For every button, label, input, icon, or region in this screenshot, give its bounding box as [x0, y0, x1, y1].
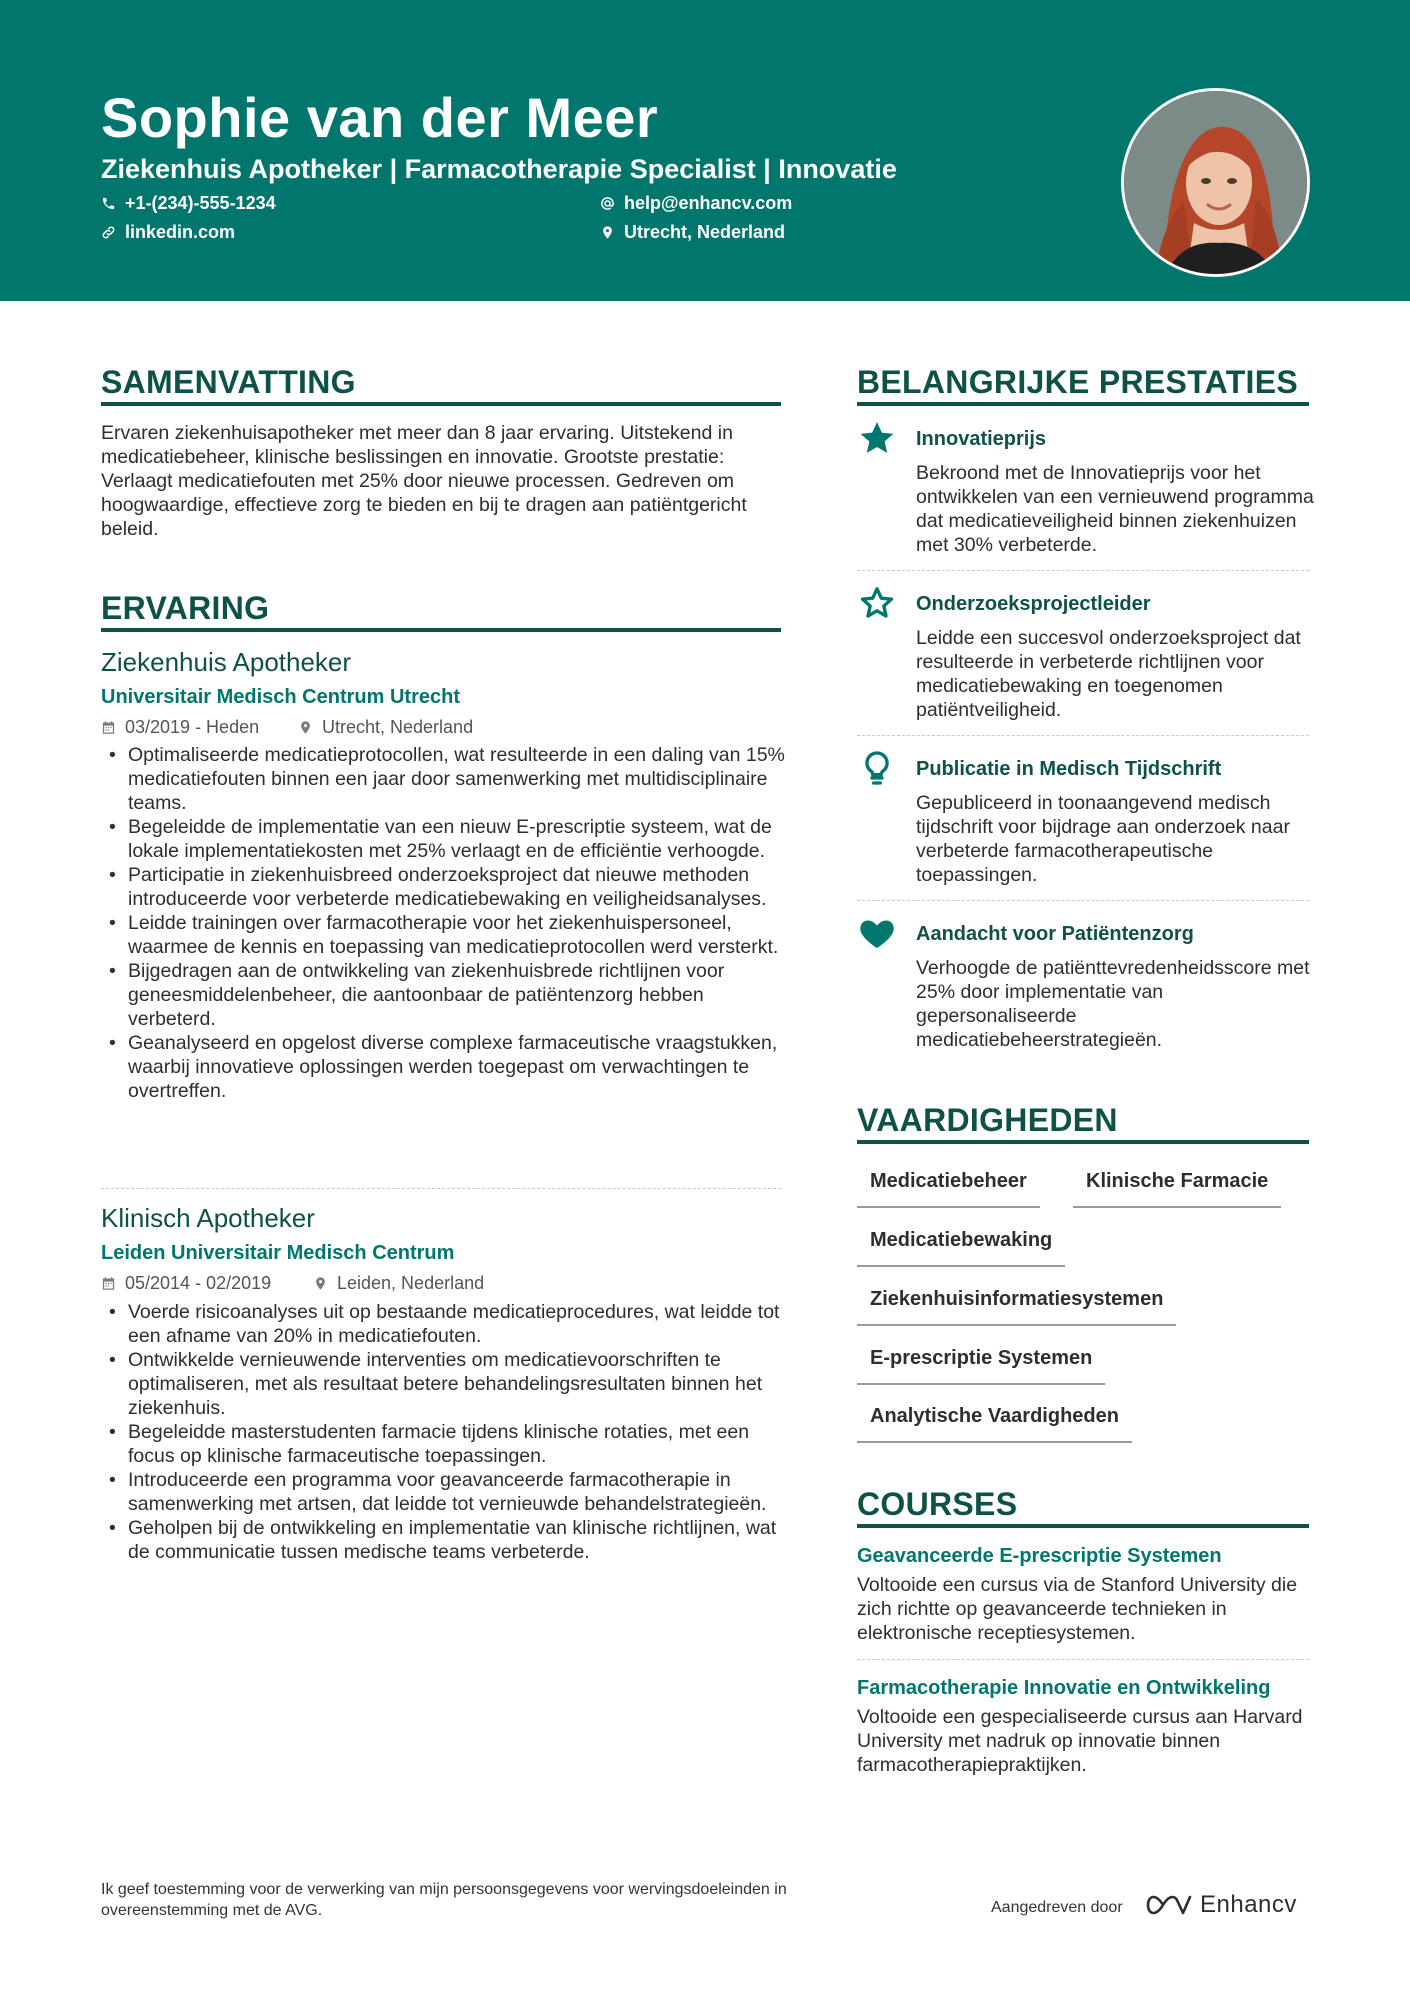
achievements-rule	[857, 402, 1309, 406]
skill-tag: Ziekenhuisinformatiesystemen	[857, 1286, 1176, 1326]
job-bullets	[101, 1300, 786, 1564]
achievement-title: Onderzoeksprojectleider	[916, 593, 1151, 615]
summary-rule	[101, 402, 781, 406]
email-text: help@enhancv.com	[624, 193, 793, 213]
job-dates	[101, 1271, 271, 1295]
achievement-title: Aandacht voor Patiëntenzorg	[916, 923, 1194, 945]
job-bullet: • Leidde trainingen over farmacotherapie voor het ziekenhuispersoneel, waarmee de kennis en toepassing van medicatieprotocollen werd versterkt.	[101, 911, 786, 959]
job-role: Ziekenhuis Apotheker	[101, 647, 352, 677]
job-location	[313, 1271, 484, 1295]
skill-tag: Klinische Farmacie	[1073, 1168, 1281, 1208]
contact-location	[600, 220, 785, 244]
achievement-title: Innovatieprijs	[916, 428, 1047, 450]
brand-name: Enhancv	[1200, 1891, 1297, 1918]
course-text: Voltooide een cursus via de Stanford University die zich richtte op geavanceerde technieken in elektronische receptiesystemen.	[857, 1574, 1298, 1644]
star-outline-icon	[857, 583, 897, 623]
courses-heading: COURSES	[857, 1486, 1018, 1522]
portrait-illustration	[1124, 91, 1310, 277]
achievement-text: Bekroond met de Innovatieprijs voor het ontwikkelen van een vernieuwend programma dat medicatieveiligheid binnen ziekenhuizen met 30% verbeterde.	[916, 462, 1314, 556]
calendar-icon	[101, 1276, 116, 1291]
job-divider	[101, 1188, 781, 1189]
job-bullet: • Bijgedragen aan de ontwikkeling van ziekenhuisbrede richtlijnen voor geneesmiddelenbeheer, die aantoonbaar de patiëntenzorg hebben verbeterd.	[101, 959, 786, 1031]
job-dates	[101, 715, 259, 739]
location-pin-icon	[298, 720, 313, 735]
course-divider	[857, 1659, 1309, 1660]
summary-text: Ervaren ziekenhuisapotheker met meer dan 8 jaar ervaring. Uitstekend in medicatiebeheer, klinische beslissingen en innovatie. Grootste prestatie: Verlaagt medicatiefouten met 25% door nieuwe processen. Gedreven om hoogwaardige, effectieve zorg te bieden en bij te dragen aan patiëntgericht beleid.	[101, 422, 747, 540]
course-text: Voltooide een gespecialiseerde cursus aan Harvard University met nadruk op innovatie binnen farmacotherapiepraktijken.	[857, 1706, 1303, 1776]
skills-heading: VAARDIGHEDEN	[857, 1102, 1118, 1138]
job-dates-text: 05/2014 - 02/2019	[125, 1273, 272, 1293]
job-location-text: Utrecht, Nederland	[322, 717, 474, 737]
job-bullet: • Voerde risicoanalyses uit op bestaande medicatieprocedures, wat leidde tot een afname van 20% in medicatiefouten.	[101, 1300, 786, 1348]
achievement-text: Leidde een succesvol onderzoeksproject dat resulteerde in verbeterde richtlijnen voor medicatiebewaking en toegenomen patiëntveiligheid.	[916, 627, 1301, 721]
job-bullet: • Begeleidde de implementatie van een nieuw E-prescriptie systeem, wat de lokale implementatiekosten met 25% verlaagt en de efficiëntie verhoogde.	[101, 815, 786, 863]
summary-heading: SAMENVATTING	[101, 364, 356, 400]
job-location	[298, 715, 473, 739]
achievement-text: Verhoogde de patiënttevredenheidsscore met 25% door implementatie van gepersonaliseerde medicatiebeheerstrategieën.	[916, 957, 1310, 1051]
experience-rule	[101, 628, 781, 632]
job-company: Leiden Universitair Medisch Centrum	[101, 1242, 455, 1264]
job-company: Universitair Medisch Centrum Utrecht	[101, 686, 460, 708]
phone-icon	[101, 196, 116, 211]
job-bullet: • Optimaliseerde medicatieprotocollen, wat resulteerde in een daling van 15% medicatiefouten binnen een jaar door samenwerking met multidisciplinaire teams.	[101, 743, 786, 815]
lightbulb-icon	[857, 748, 897, 788]
contact-phone[interactable]	[101, 191, 276, 215]
courses-rule	[857, 1524, 1309, 1528]
job-bullet: • Ontwikkelde vernieuwende interventies om medicatievoorschriften te optimaliseren, met als resultaat betere behandelingsresultaten binnen het ziekenhuis.	[101, 1348, 786, 1420]
location-pin-icon	[313, 1276, 328, 1291]
achievement-divider	[857, 570, 1309, 571]
powered-by-label: Aangedreven door	[991, 1899, 1123, 1916]
job-dates-text: 03/2019 - Heden	[125, 717, 260, 737]
achievement-divider	[857, 735, 1309, 736]
gdpr-consent: Ik geef toestemming voor de verwerking van mijn persoonsgegevens voor wervingsdoeleinden in overeenstemming met de AVG.	[101, 1881, 787, 1919]
linkedin-text: linkedin.com	[125, 222, 236, 242]
job-bullet: • Geanalyseerd en opgelost diverse complexe farmaceutische vraagstukken, waarbij innovatieve oplossingen werden toegepast om verwachtingen te overtreffen.	[101, 1031, 786, 1103]
skills-rule	[857, 1140, 1309, 1144]
job-bullet: • Participatie in ziekenhuisbreed onderzoeksproject dat nieuwe methoden introduceerde voor verbeterde medicatiebewaking en veiligheidsanalyses.	[101, 863, 786, 911]
course-title: Farmacotherapie Innovatie en Ontwikkeling	[857, 1677, 1271, 1699]
skill-tag: E-prescriptie Systemen	[857, 1345, 1105, 1385]
achievement-text: Gepubliceerd in toonaangevend medisch tijdschrift voor bijdrage aan onderzoek naar verbeterde farmacotherapeutische toepassingen.	[916, 792, 1290, 886]
skill-tag: Medicatiebeheer	[857, 1168, 1040, 1208]
header-banner	[0, 0, 1410, 301]
location-text: Utrecht, Nederland	[624, 222, 786, 242]
contact-linkedin[interactable]	[101, 220, 235, 244]
job-bullet: • Introduceerde een programma voor geavanceerde farmacotherapie in samenwerking met artsen, dat leidde tot vernieuwde behandelstrategieën.	[101, 1468, 786, 1516]
candidate-name: Sophie van der Meer	[101, 86, 659, 149]
at-icon	[600, 196, 615, 211]
calendar-icon	[101, 720, 116, 735]
location-pin-icon	[600, 225, 615, 240]
job-bullets	[101, 743, 786, 1103]
course-title: Geavanceerde E-prescriptie Systemen	[857, 1545, 1222, 1567]
skill-tag: Analytische Vaardigheden	[857, 1403, 1132, 1443]
profile-photo	[1121, 88, 1310, 277]
job-role: Klinisch Apotheker	[101, 1203, 315, 1233]
experience-heading: ERVARING	[101, 590, 270, 626]
skill-tag: Medicatiebewaking	[857, 1227, 1065, 1267]
phone-text: +1-(234)-555-1234	[125, 193, 276, 213]
contact-email[interactable]	[600, 191, 792, 215]
job-bullet: • Geholpen bij de ontwikkeling en implementatie van klinische richtlijnen, wat de communicatie tussen medische teams verbeterde.	[101, 1516, 786, 1564]
achievement-title: Publicatie in Medisch Tijdschrift	[916, 758, 1222, 780]
candidate-headline: Ziekenhuis Apotheker | Farmacotherapie Specialist | Innovatie	[101, 154, 897, 184]
brand-logo[interactable]	[1146, 1890, 1297, 1920]
link-icon	[101, 225, 116, 240]
heart-icon	[857, 913, 897, 953]
job-location-text: Leiden, Nederland	[337, 1273, 485, 1293]
job-bullet: • Begeleidde masterstudenten farmacie tijdens klinische rotaties, met een focus op klinische farmaceutische toepassingen.	[101, 1420, 786, 1468]
achievements-heading: BELANGRIJKE PRESTATIES	[857, 364, 1299, 400]
enhancv-logo-icon	[1146, 1892, 1192, 1918]
achievement-divider	[857, 900, 1309, 901]
star-icon	[857, 418, 897, 458]
